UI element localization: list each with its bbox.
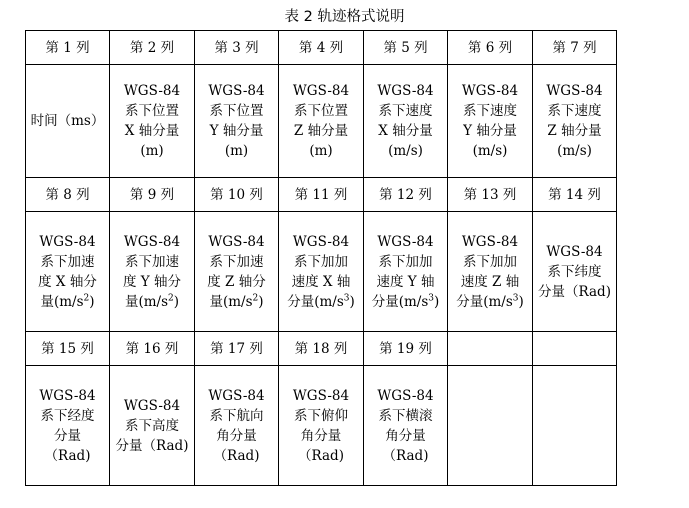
column-index-cell: 第 5 列 xyxy=(364,31,448,65)
column-description-text: WGS-84 系下经度 分量 （Rad) xyxy=(39,387,96,464)
column-description-cell xyxy=(448,212,533,332)
trajectory-format-table xyxy=(25,30,617,486)
column-index-cell: 第 4 列 xyxy=(279,31,364,65)
unit-exponent: 2 xyxy=(168,293,174,303)
column-description-cell xyxy=(364,366,448,486)
column-description-cell xyxy=(110,366,195,486)
column-index-cell: 第 19 列 xyxy=(364,332,448,366)
column-description-cell xyxy=(279,212,364,332)
column-description-cell xyxy=(533,65,617,178)
column-description-cell xyxy=(279,65,364,178)
column-description-text: WGS-84 系下纬度 分量（Rad) xyxy=(538,243,611,300)
column-index-cell: 第 13 列 xyxy=(448,178,533,212)
column-description-text: WGS-84 系下横滚 角分量 （Rad) xyxy=(377,387,434,464)
column-description-text: 时间（ms） xyxy=(30,113,105,129)
column-index-cell: 第 16 列 xyxy=(110,332,195,366)
empty-cell xyxy=(448,366,533,486)
column-description-cell xyxy=(364,212,448,332)
empty-cell xyxy=(448,332,533,366)
column-description-text: WGS-84 系下位置 Y 轴分量 (m) xyxy=(208,83,265,159)
column-index-cell: 第 7 列 xyxy=(533,31,617,65)
table-caption: 表 2 轨迹格式说明 xyxy=(284,9,405,25)
column-description-cell xyxy=(26,65,110,178)
column-description-text: WGS-84 系下加加 速度 Z 轴 分量$(m/s^3)$ xyxy=(456,233,524,310)
column-description-text: WGS-84 系下位置 X 轴分量 (m) xyxy=(123,83,181,159)
column-description-text: WGS-84 系下俯仰 角分量 （Rad) xyxy=(292,387,350,464)
table-description-row xyxy=(26,65,617,178)
unit-exponent: 3 xyxy=(428,293,434,303)
column-description-text: WGS-84 系下速度 X 轴分量 (m/s) xyxy=(377,83,434,159)
column-description-cell xyxy=(26,212,110,332)
table-header-row xyxy=(26,178,617,212)
column-index-cell: 第 6 列 xyxy=(448,31,533,65)
unit-exponent: 2 xyxy=(83,293,90,303)
table-description-row xyxy=(26,366,617,486)
column-index-cell: 第 10 列 xyxy=(195,178,279,212)
unit-exponent: 2 xyxy=(252,293,259,303)
column-description-cell xyxy=(26,366,110,486)
column-description-cell xyxy=(195,212,279,332)
column-description-cell xyxy=(110,212,195,332)
column-index-cell: 第 14 列 xyxy=(533,178,617,212)
column-index-cell: 第 9 列 xyxy=(110,178,195,212)
table-header-row xyxy=(26,332,617,366)
column-description-cell xyxy=(533,212,617,332)
column-description-text: WGS-84 系下速度 Z 轴分量 (m/s) xyxy=(546,83,603,159)
column-description-cell xyxy=(364,65,448,178)
column-description-cell xyxy=(110,65,195,178)
column-description-text: WGS-84 系下位置 Z 轴分量 (m) xyxy=(292,83,350,159)
unit-exponent: 3 xyxy=(343,293,350,303)
column-index-cell: 第 2 列 xyxy=(110,31,195,65)
column-description-text: WGS-84 系下加速 度 Y 轴分 量$(m/s^2)$ xyxy=(123,233,181,310)
table-description-row xyxy=(26,212,617,332)
column-description-text: WGS-84 系下高度 分量（Rad) xyxy=(115,397,189,454)
column-description-text: WGS-84 系下加加 速度 Y 轴 分量$(m/s^3)$ xyxy=(371,233,440,310)
column-index-cell: 第 1 列 xyxy=(26,31,110,65)
column-description-text: WGS-84 系下加加 速度 X 轴 分量$(m/s^3)$ xyxy=(287,233,355,310)
column-description-cell xyxy=(448,65,533,178)
empty-cell xyxy=(533,332,617,366)
column-description-text: WGS-84 系下加速 度 Z 轴分 量$(m/s^2)$ xyxy=(207,233,266,310)
column-description-cell xyxy=(195,65,279,178)
column-description-cell xyxy=(195,366,279,486)
column-index-cell: 第 3 列 xyxy=(195,31,279,65)
column-index-cell: 第 12 列 xyxy=(364,178,448,212)
column-description-cell xyxy=(279,366,364,486)
column-description-text: WGS-84 系下航向 角分量 （Rad) xyxy=(208,387,265,464)
empty-cell xyxy=(533,366,617,486)
table-header-row xyxy=(26,31,617,65)
column-index-cell: 第 18 列 xyxy=(279,332,364,366)
column-index-cell: 第 15 列 xyxy=(26,332,110,366)
column-index-cell: 第 8 列 xyxy=(26,178,110,212)
column-index-cell: 第 17 列 xyxy=(195,332,279,366)
unit-exponent: 3 xyxy=(512,293,519,303)
column-description-text: WGS-84 系下加速 度 X 轴分 量$(m/s^2)$ xyxy=(38,233,97,310)
column-description-text: WGS-84 系下速度 Y 轴分量 (m/s) xyxy=(461,83,519,159)
column-index-cell: 第 11 列 xyxy=(279,178,364,212)
